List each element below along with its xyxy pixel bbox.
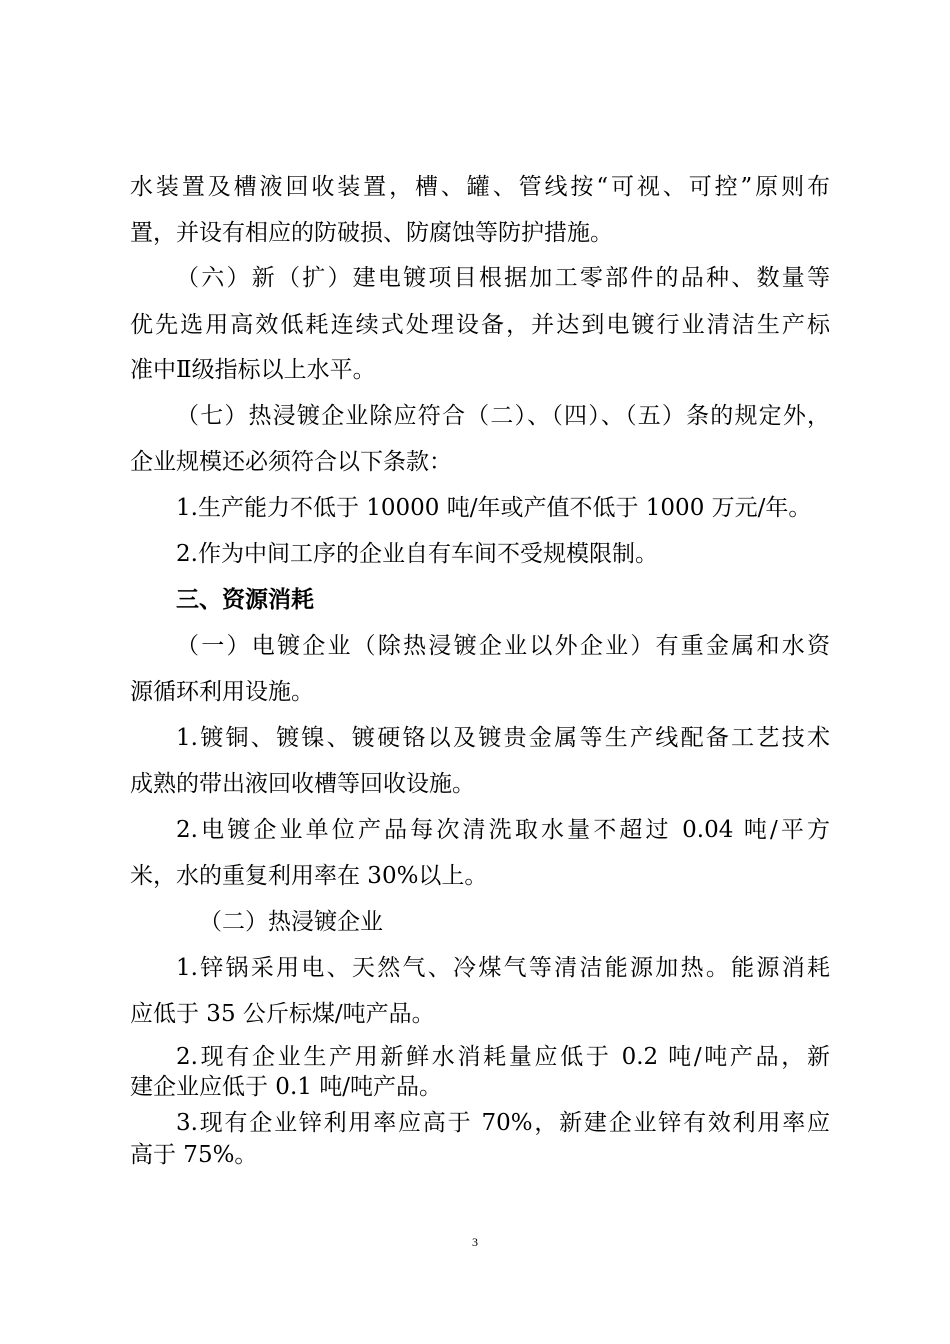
list-item: 2.现有企业生产用新鲜水消耗量应低于 0.2 吨/吨产品，新 — [176, 1044, 830, 1070]
list-item: 建企业应低于 0.1 吨/吨产品。 — [130, 1074, 442, 1100]
paragraph-line: 水装置及槽液回收装置，槽、罐、管线按“可视、可控”原则布 — [130, 174, 830, 200]
paragraph-line: （七）热浸镀企业除应符合（二）、（四）、（五）条的规定外， — [176, 403, 830, 429]
section-heading: 三、资源消耗 — [176, 586, 314, 613]
list-item: 1.锌锅采用电、天然气、冷煤气等清洁能源加热。能源消耗 — [176, 955, 830, 981]
paragraph-line: 置，并设有相应的防破损、防腐蚀等防护措施。 — [130, 220, 613, 246]
subsection-heading: （二）热浸镀企业 — [199, 909, 383, 935]
list-item: 成熟的带出液回收槽等回收设施。 — [130, 771, 475, 797]
list-item: 应低于 35 公斤标煤/吨产品。 — [130, 1001, 435, 1027]
paragraph-line: 优先选用高效低耗连续式处理设备，并达到电镀行业清洁生产标 — [130, 312, 830, 338]
paragraph-line: 准中Ⅱ级指标以上水平。 — [130, 357, 376, 383]
list-item: 2.作为中间工序的企业自有车间不受规模限制。 — [176, 541, 658, 567]
paragraph-line: 源循环利用设施。 — [130, 679, 314, 705]
list-item: 2.电镀企业单位产品每次清洗取水量不超过 0.04 吨/平方 — [176, 817, 830, 843]
paragraph-line: 企业规模还必须符合以下条款： — [130, 449, 452, 475]
paragraph-line: （一）电镀企业（除热浸镀企业以外企业）有重金属和水资 — [176, 633, 830, 659]
list-item: 3.现有企业锌利用率应高于 70%，新建企业锌有效利用率应 — [176, 1110, 830, 1136]
list-item: 高于 75%。 — [130, 1142, 258, 1168]
list-item: 1.镀铜、镀镍、镀硬铬以及镀贵金属等生产线配备工艺技术 — [176, 725, 830, 751]
list-item: 1.生产能力不低于 10000 吨/年或产值不低于 1000 万元/年。 — [176, 495, 812, 521]
paragraph-line: （六）新（扩）建电镀项目根据加工零部件的品种、数量等 — [176, 265, 830, 291]
list-item: 米，水的重复利用率在 30%以上。 — [130, 863, 488, 889]
page-number: 3 — [472, 1235, 478, 1249]
